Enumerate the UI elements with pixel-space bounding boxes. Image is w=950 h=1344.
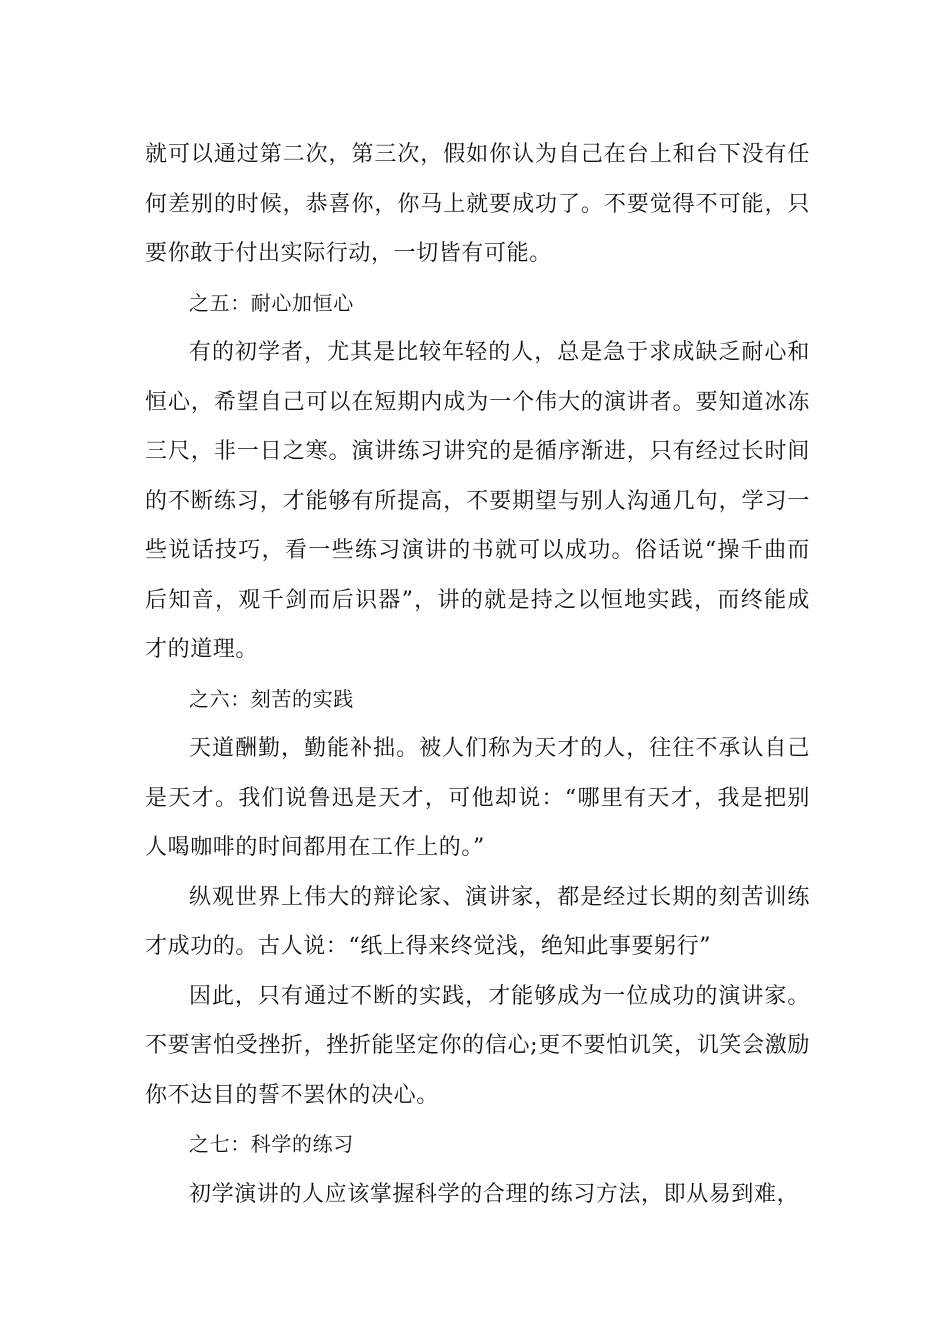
section-heading-5: 之五：耐心加恒心 xyxy=(189,290,354,315)
paragraph: 有的初学者，尤其是比较年轻的人，总是急于求成缺乏耐心和恒心，希望自己可以在短期内成为一个伟大的演讲者。要知道冰冻三尺，非一日之寒。演讲练习讲究的是循序渐进，只有经过长时间的不断练习，才能够有所提高，不要期望与别人沟通几句，学习一些说话技巧，看一些练习演讲的书就可以成功。俗话说“操千曲而后知音，观千剑而后识器”，讲的就是持之以恒地实践，而终能成才的道理。 xyxy=(145,340,810,662)
paragraph: 纵观世界上伟大的辩论家、演讲家，都是经过长期的刻苦训练才成功的。古人说：“纸上得来终觉浅，绝知此事要躬行” xyxy=(145,884,810,959)
paragraph-continued: 就可以通过第二次，第三次，假如你认为自己在台上和台下没有任何差别的时候，恭喜你，你马上就要成功了。不要觉得不可能，只要你敢于付出实际行动，一切皆有可能。 xyxy=(145,142,810,266)
section-heading-6: 之六：刻苦的实践 xyxy=(189,686,354,711)
document-body xyxy=(145,130,810,1219)
section-heading-7: 之七：科学的练习 xyxy=(189,1132,354,1156)
paragraph: 初学演讲的人应该掌握科学的合理的练习方法，即从易到难， xyxy=(189,1181,800,1207)
paragraph: 因此，只有通过不断的实践，才能够成为一位成功的演讲家。不要害怕受挫折，挫折能坚定你的信心;更不要怕讥笑，讥笑会激励你不达目的誓不罢休的决心。 xyxy=(145,983,810,1108)
paragraph: 天道酬勤，勤能补拙。被人们称为天才的人，往往不承认自己是天才。我们说鲁迅是天才，可他却说：“哪里有天才，我是把别人喝咖啡的时间都用在工作上的。” xyxy=(145,736,810,860)
